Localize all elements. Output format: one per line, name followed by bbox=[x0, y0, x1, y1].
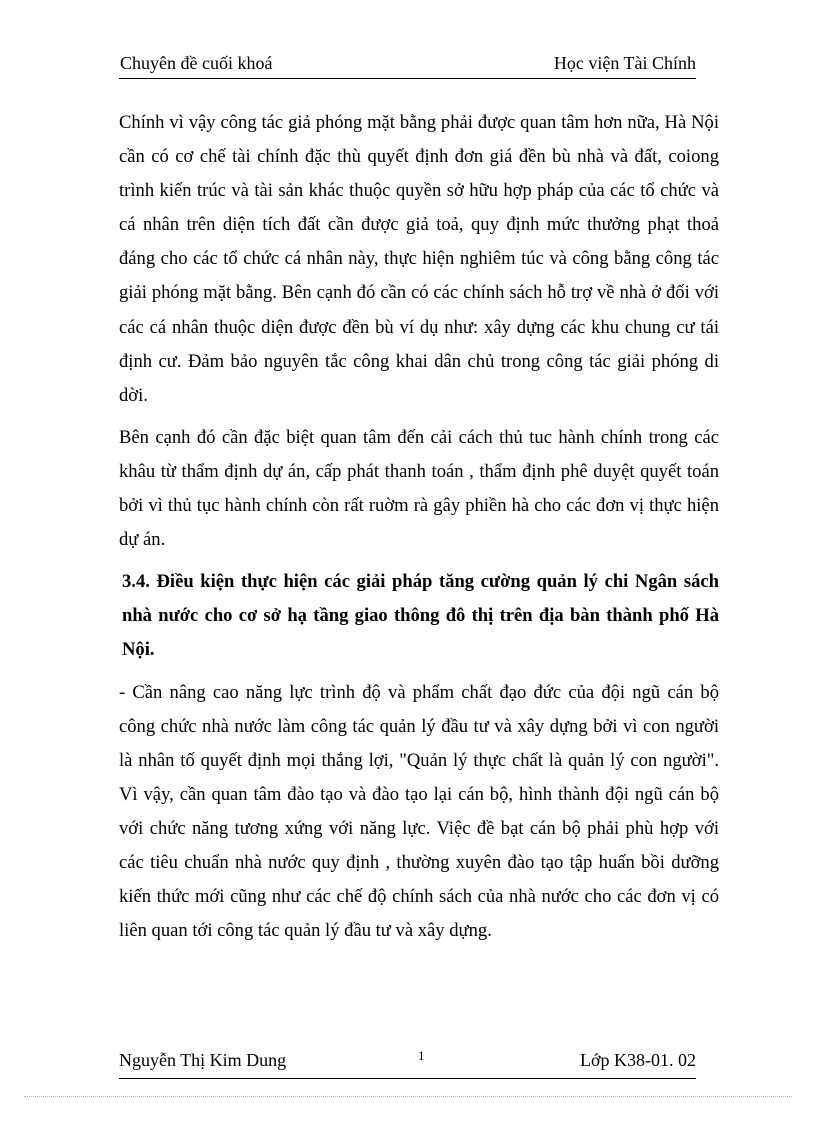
text-line: bởi vì thủ tục hành chính còn rất ruờm rà gây phiền hà cho các đơn vị thực hiện bbox=[119, 495, 719, 517]
heading-line: Nội. bbox=[122, 639, 155, 661]
footer-author: Nguyễn Thị Kim Dung bbox=[119, 1050, 287, 1070]
text-line: - Cần nâng cao năng lực trình độ và phẩm chất đạo đức của đội ngũ cán bộ bbox=[119, 681, 719, 703]
text-line: cá nhân trên diện tích đất cần được giả toả, quy định mức thưởng phạt thoả bbox=[119, 214, 719, 236]
text-line: khâu từ thẩm định dự án, cấp phát thanh toán , thẩm định phê duyệt quyết toán bbox=[119, 460, 719, 482]
text-line: là nhân tố quyết định mọi thắng lợi, "Quản lý thực chất là quản lý con người". bbox=[119, 749, 719, 771]
paragraph-3 bbox=[119, 676, 719, 949]
paragraph-1 bbox=[119, 106, 719, 413]
paragraph-gap bbox=[119, 557, 719, 565]
text-line: với chức năng tương xứng với năng lực. Việc đề bạt cán bộ phải phù hợp với bbox=[119, 817, 719, 839]
heading-line: nhà nước cho cơ sở hạ tầng giao thông đô thị trên địa bàn thành phố Hà bbox=[122, 605, 719, 627]
header-institution: Học viện Tài Chính bbox=[553, 53, 696, 73]
text-line: trình kiến trúc và tài sản khác thuộc quyền sở hữu hợp pháp của các tổ chức và bbox=[119, 180, 719, 202]
header-course-title: Chuyên đề cuối khoá bbox=[120, 53, 273, 73]
page-footer bbox=[119, 1048, 696, 1079]
text-line: Vì vậy, cần quan tâm đào tạo và đào tạo lại cán bộ, hình thành đội ngũ cán bộ bbox=[119, 783, 719, 805]
text-line: dự án. bbox=[119, 529, 166, 551]
text-line: đáng cho các tổ chức cá nhân này, thực hiện nghiêm túc và công bằng công tác bbox=[119, 248, 719, 270]
text-line: cần có cơ chế tài chính đặc thù quyết định đơn giá đền bù nhà và đất, coiong bbox=[119, 146, 719, 168]
text-line: Chính vì vậy công tác giả phóng mặt bằng phải được quan tâm hơn nữa, Hà Nội bbox=[119, 112, 719, 133]
section-heading bbox=[119, 565, 719, 667]
paragraph-gap bbox=[119, 668, 719, 676]
page-number: 1 bbox=[418, 1048, 425, 1063]
page-header bbox=[119, 52, 696, 79]
paragraph-2 bbox=[119, 421, 719, 557]
text-line: công chức nhà nước làm công tác quản lý đầu tư và xây dựng bởi vì con người bbox=[119, 715, 719, 737]
document-body bbox=[119, 106, 719, 948]
paragraph-gap bbox=[119, 413, 719, 421]
text-line: Bên cạnh đó cần đặc biệt quan tâm đến cải cách thủ tuc hành chính trong các bbox=[119, 426, 719, 448]
text-line: các cá nhân thuộc diện được đền bù ví dụ như: xây dựng các khu chung cư tái bbox=[119, 316, 719, 338]
text-line: kiến thức mới cũng như các chế độ chính sách của nhà nước cho các đơn vị có bbox=[119, 886, 719, 908]
heading-line: 3.4. Điều kiện thực hiện các giải pháp tăng cường quản lý chi Ngân sách bbox=[122, 571, 719, 593]
footer-class: Lớp K38-01. 02 bbox=[579, 1050, 696, 1070]
text-line: định cư. Đảm bảo nguyên tắc công khai dân chủ trong công tác giải phóng di bbox=[119, 350, 719, 372]
page-bottom-divider bbox=[24, 1096, 792, 1097]
text-line: liên quan tới công tác quản lý đầu tư và xây dựng. bbox=[119, 920, 492, 942]
text-line: các tiêu chuẩn nhà nước quy định , thường xuyên đào tạo tập huấn bồi dưỡng bbox=[119, 851, 719, 873]
text-line: dời. bbox=[119, 384, 148, 406]
text-line: giải phóng mặt bằng. Bên cạnh đó cần có các chính sách hỗ trợ về nhà ở đối với bbox=[119, 282, 719, 304]
